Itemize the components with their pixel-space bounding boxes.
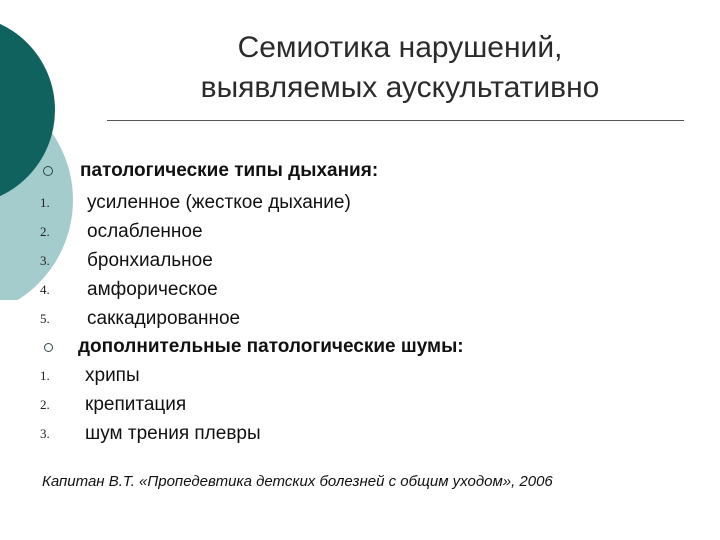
title-line-2: выявляемых аускультативно [200, 71, 600, 104]
slide-title [120, 28, 680, 108]
list-number: 2. [40, 224, 50, 239]
citation-footer: Капитан В.Т. «Пропедевтика детских болезней с общим уходом», 2006 [42, 473, 553, 490]
list-item-text: ослабленное [87, 221, 203, 242]
list-item [0, 247, 720, 275]
list-item [0, 391, 720, 419]
section-heading-noises [0, 333, 720, 361]
list-number: 1. [40, 195, 50, 210]
list-item-text: саккадированное [87, 308, 241, 329]
list-item [0, 189, 720, 217]
circle-bullet-icon [43, 166, 53, 176]
circle-bullet-icon [44, 343, 53, 352]
list-number: 2. [40, 397, 50, 412]
list-number: 3. [40, 426, 50, 441]
list-item-text: шум трения плевры [85, 423, 261, 444]
title-line-1: Семиотика нарушений, [237, 31, 563, 64]
list-item [0, 276, 720, 304]
section-heading-text: патологические типы дыхания: [80, 160, 379, 181]
list-number: 4. [40, 282, 50, 297]
section-heading-breathing [0, 157, 720, 185]
list-item [0, 362, 720, 390]
list-item-text: бронхиальное [87, 250, 213, 271]
list-number: 1. [40, 368, 50, 383]
list-number: 5. [40, 311, 50, 326]
list-item-text: хрипы [85, 365, 140, 386]
title-divider [107, 120, 684, 121]
list-item-text: амфорическое [87, 279, 218, 300]
list-item [0, 305, 720, 333]
list-item [0, 420, 720, 448]
list-number: 3. [40, 253, 50, 268]
list-item-text: усиленное (жесткое дыхание) [87, 192, 351, 213]
list-item-text: крепитация [85, 394, 187, 415]
section-heading-text: дополнительные патологические шумы: [78, 336, 464, 357]
list-item [0, 218, 720, 246]
